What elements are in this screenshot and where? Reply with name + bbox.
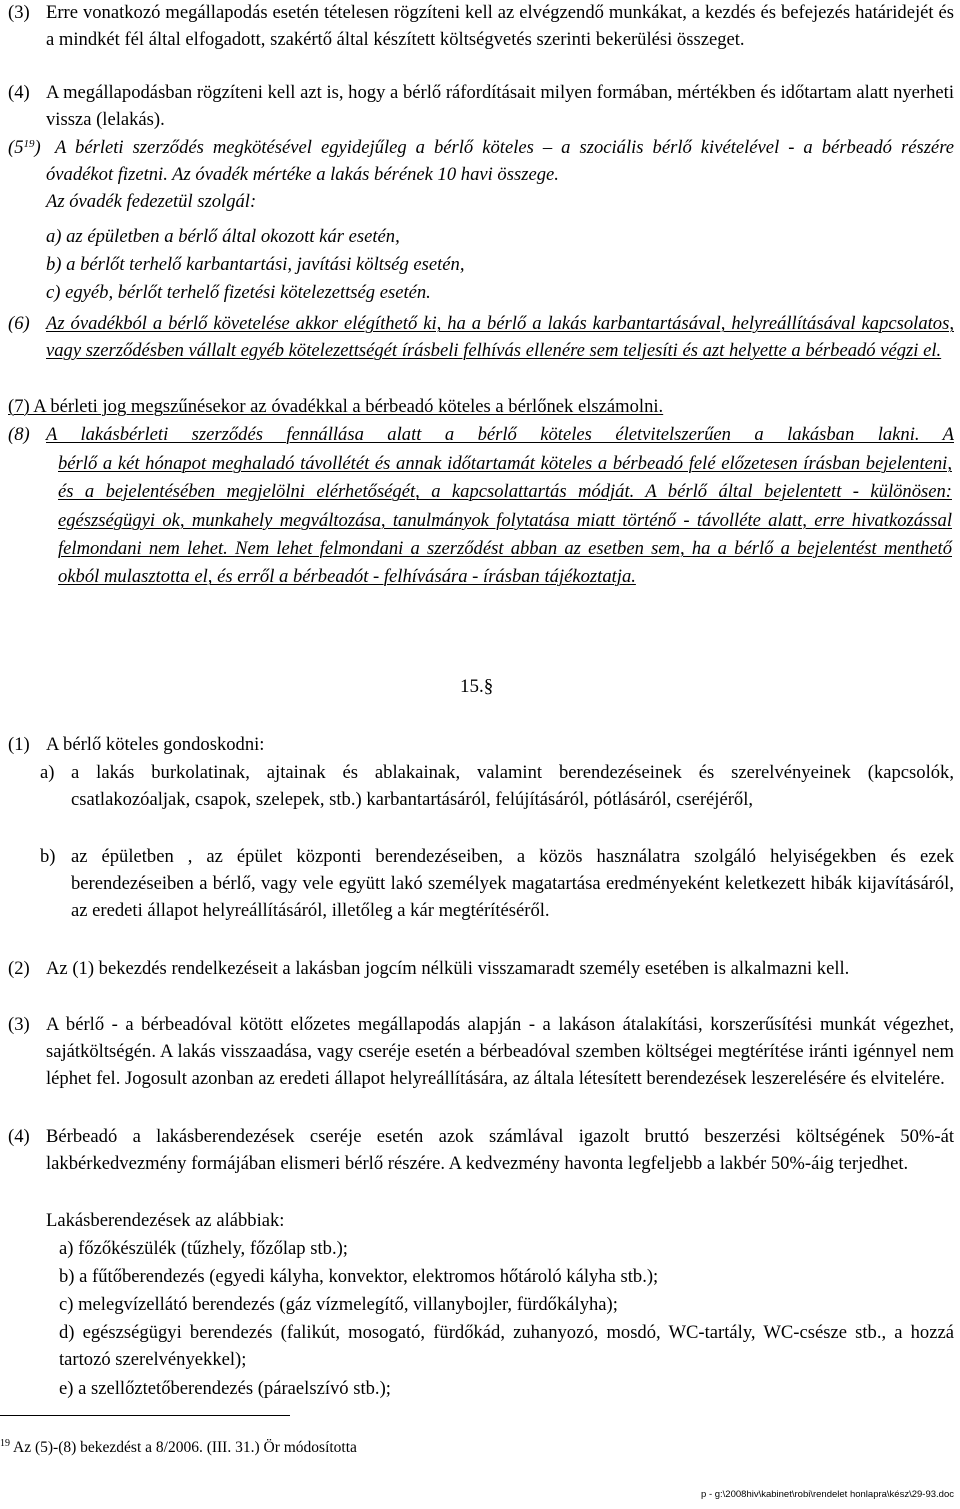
paragraph-8-continued: bérlő a két hónapot meghaladó távollétét és annak időtartamát köteles a bérbeadó felé előzetesen írásban bejelenteni, és a bejelentésében megjelölni elérhetőségét, a kapcsolattartás módját. A bérlő által bejelentett - különösen: egészségügyi ok, munkahely megváltozása, tanulmányok folytatása miatt történő - távolléte alatt, erre hivatkozással felmondani nem lehet. Nem lehet felmondani a szerződést abban az esetben sem, ha a bérlő a bejelentést menthető okból mulasztotta el, és erről a bérbeadót - felhívására - írásban tájékoztatja.	[58, 453, 952, 588]
list-text: a lakás burkolatinak, ajtainak és ablakainak, valamint berendezéseinek és szerelvényeinek (kapcsolók, csatlakozóaljak, csapok, szelepek, stb.) karbantartásáról, felújításáról, pótlásáról, cseréjéről,	[71, 762, 954, 810]
paragraph-number: (6)	[8, 313, 30, 334]
list-item: e) a szellőztetőberendezés (páraelszívó stb.);	[59, 1378, 391, 1399]
section-paragraph-1-number: (1)	[8, 734, 30, 755]
paragraph-7: (7) A bérleti jog megszűnésekor az óvadékkal a bérbeadó köteles a bérlőnek elszámolni.	[8, 396, 664, 417]
list-item-a	[40, 760, 954, 814]
paragraph-number: (8)	[8, 424, 30, 445]
section-paragraph-1-text: A bérlő köteles gondoskodni:	[46, 734, 265, 755]
paragraph-4	[8, 80, 954, 134]
paragraph-text: Bérbeadó a lakásberendezések cseréje esetén azok számlával igazolt bruttó beszerzési költségének 50%-át lakbérkedvezmény formájában elismeri bérlő részére. A kedvezmény havonta legfeljebb a lakbér 50%-áig terjedhet.	[46, 1126, 954, 1174]
list-item	[59, 1320, 954, 1374]
paragraph-text: Erre vonatkozó megállapodás esetén tételesen rögzíteni kell az elvégzendő munkákat, a kezdés és befejezés határidejét és a mindkét fél által elfogadott, szakértő által készített költségvetés szerinti bekerülési összeget.	[46, 2, 954, 50]
footnote-separator	[0, 1415, 290, 1416]
section-paragraph-3	[8, 1012, 954, 1092]
paragraph-text: A bérleti szerződés megkötésével egyidejűleg a bérlő köteles – a szociális bérlő kivételével - a bérbeadó részére óvadékot fizetni. Az óvadék mértéke a lakás bérének 10 havi összege.	[46, 137, 954, 185]
section-paragraph-2	[8, 956, 954, 983]
paragraph-text: Az óvadékból a bérlő követelése akkor elégíthető ki, ha a bérlő a lakás karbantartásával, helyreállításával kapcsolatos, vagy szerződésben vállalt egyéb kötelezettségét írásbeli felhívás ellenére sem teljesíti és azt helyette a bérbeadó végzi el.	[46, 313, 954, 361]
paragraph-number: (5$^{19}$)	[8, 137, 41, 158]
paragraph-text: A megállapodásban rögzíteni kell azt is, hogy a bérlő ráfordításait milyen formában, mértékben és időtartam alatt nyerheti vissza (lelakás).	[46, 82, 954, 130]
list-item: a) az épületben a bérlő által okozott kár esetén,	[46, 226, 400, 247]
list-text: az épületben , az épület központi berendezéseiben, a közös használatra szolgáló helyiségekben és ezek berendezéseiben a bérlő, vagy vele együtt lakó személyek magatartása eredményeként keletkezett hibák kijavításáról, az eredeti állapot helyreállításáról, illetőleg a kár megtérítéséről.	[71, 846, 954, 921]
list-item: c) egyéb, bérlőt terhelő fizetési kötelezettség esetén.	[46, 282, 431, 303]
list-text: d) egészségügyi berendezés (falikút, mosogató, fürdőkád, zuhanyozó, mosdó, WC-tartály, WC-csésze stb., a hozzá tartozó szerelvényekkel);	[59, 1322, 954, 1370]
footnote-number: 19	[0, 1438, 10, 1449]
list-intro: Lakásberendezések az alábbiak:	[46, 1210, 285, 1231]
footnote	[0, 1431, 357, 1462]
paragraph-3	[8, 0, 954, 54]
list-item: b) a bérlőt terhelő karbantartási, javítási költség esetén,	[46, 254, 465, 275]
paragraph-number: (4)	[8, 1126, 30, 1147]
paragraph-5-intro: Az óvadék fedezetül szolgál:	[46, 191, 257, 212]
file-path-footer: p - g:\2008hiv\kabinet\robi\rendelet honlapra\kész\29-93.doc	[701, 1489, 954, 1500]
section-heading: 15.§	[460, 676, 494, 697]
paragraph-6	[8, 311, 954, 365]
paragraph-text: Az (1) bekezdés rendelkezéseit a lakásban jogcím nélküli visszamaradt személy esetében is alkalmazni kell.	[46, 958, 850, 979]
list-item: c) melegvízellátó berendezés (gáz vízmelegítő, villanybojler, fürdőkályha);	[59, 1294, 618, 1315]
footnote-text: Az (5)-(8) bekezdést a 8/2006. (III. 31.) Ör módosította	[10, 1439, 357, 1457]
paragraph-8	[8, 422, 954, 449]
paragraph-number: (4)	[8, 82, 30, 103]
footnote-reference: 19	[23, 138, 35, 150]
list-label: b)	[40, 846, 56, 867]
paragraph-text: A bérlő - a bérbeadóval kötött előzetes megállapodás alapján - a lakáson átalakítási, korszerűsítési munkát végezhet, sajátköltségén. A lakás visszaadása, vagy cseréje esetén a bérbeadóval szemben költségei megtérítése iránti igénnyel nem léphet fel. Jogosult azonban az eredeti állapot helyreállítására, az általa létesített berendezések leszerelésére és elvitelére.	[46, 1014, 954, 1089]
section-paragraph-4	[8, 1124, 954, 1178]
list-item: b) a fűtőberendezés (egyedi kályha, konvektor, elektromos hőtároló kályha stb.);	[59, 1266, 659, 1287]
paragraph-number: (2)	[8, 958, 30, 979]
paragraph-number: (3)	[8, 2, 30, 23]
list-label: a)	[40, 762, 55, 783]
paragraph-number: (3)	[8, 1014, 30, 1035]
list-item: a) főzőkészülék (tűzhely, főzőlap stb.);	[59, 1238, 348, 1259]
list-item-b	[40, 844, 954, 924]
paragraph-text-first-line: A lakásbérleti szerződés fennállása alatt a bérlő köteles életvitelszerűen a lakásban lakni. A	[46, 424, 954, 445]
paragraph-5	[8, 135, 954, 189]
